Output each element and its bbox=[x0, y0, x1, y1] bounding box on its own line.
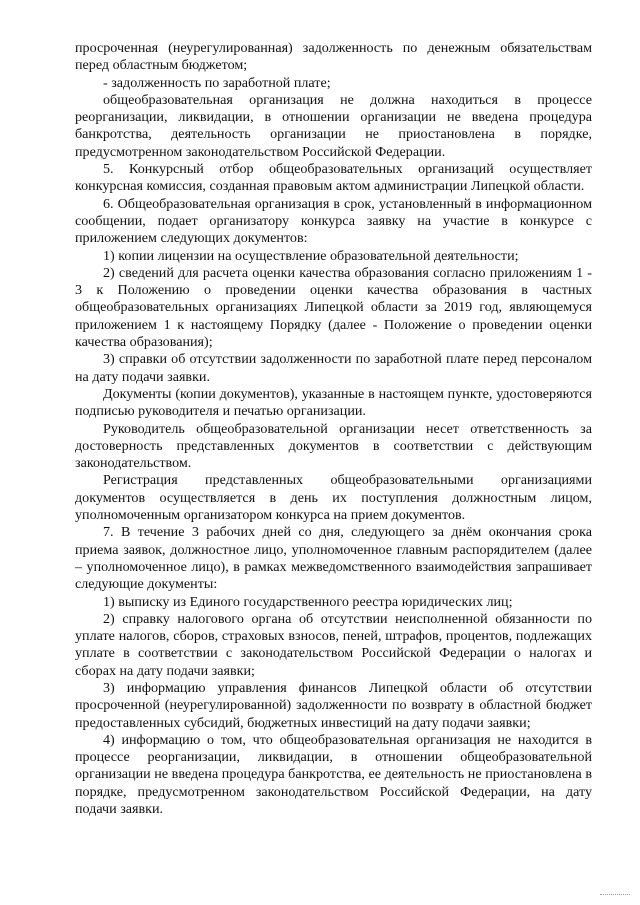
list-item-license: 1) копии лицензии на осуществление образовательной деятельности; bbox=[103, 247, 519, 264]
list-item-salary-certificate: 3) справки об отсутствии задолженности по заработной плате перед персоналом на дату подачи заявки. bbox=[75, 351, 592, 385]
list-item-finance-info: 3) информацию управления финансов Липецкой области об отсутствии просроченной (неурегулированной) задолженности по возврату в областной бюджет предоставленных субсидий, бюджетных инвестиций на дату подачи заявки; bbox=[75, 679, 592, 731]
paragraph-documents-certified: Документы (копии документов), указанные в настоящем пункте, удостоверяются подписью руководителя и печатью организации. bbox=[75, 385, 592, 420]
paragraph-reorganization: общеобразовательная организация не должна находиться в процессе реорганизации, ликвидации, в отношении организации не введена процедура банкротства, деятельность организации не приостановлена в порядке, предусмотренном законодательством Российской Федерации. bbox=[75, 91, 592, 160]
paragraph-overdue-debt: просроченная (неурегулированная) задолженность по денежным обязательствам перед областным бюджетом; bbox=[75, 40, 592, 74]
document-page bbox=[75, 40, 592, 818]
paragraph-head-responsibility: Руководитель общеобразовательной организации несет ответственность за достоверность представленных документов в соответствии с действующим законодательством. bbox=[75, 420, 592, 472]
paragraph-section-6: 6. Общеобразовательная организация в срок, установленный в информационном сообщении, подает организатору конкурса заявку на участие в конкурсе с приложением следующих документов: bbox=[75, 195, 592, 247]
list-item-reorganization-info: 4) информацию о том, что общеобразовательная организация не находится в процессе реорганизации, ликвидации, в отношении общеобразовательной организации не введена процедура банкротства, ее деятельность не приостановлена в порядке, предусмотренном законодательством Российской Федерации, на дату подачи заявки. bbox=[75, 731, 592, 818]
paragraph-registration: Регистрация представленных общеобразовательными организациями документов осуществляется в день их поступления должностным лицом, уполномоченным организатором конкурса на прием документов. bbox=[75, 472, 592, 524]
scan-artifact bbox=[600, 894, 630, 899]
list-item-quality-data: 2) сведений для расчета оценки качества образования согласно приложениям 1 - 3 к Положению о проведении оценки качества образования в частных общеобразовательных организациях Липецкой области за 2019 год, являющемуся приложением 1 к настоящему Порядку (далее - Положение о проведении оценки качества образования); bbox=[75, 264, 592, 351]
paragraph-section-5: 5. Конкурсный отбор общеобразовательных организаций осуществляет конкурсная комиссия, созданная правовым актом администрации Липецкой области. bbox=[75, 161, 592, 195]
paragraph-section-7: 7. В течение 3 рабочих дней со дня, следующего за днём окончания срока приема заявок, должностное лицо, уполномоченное главным распорядителем (далее – уполномоченное лицо), в рамках межведомственного взаимодействия запрашивает следующие документы: bbox=[75, 524, 592, 593]
list-item-tax-certificate: 2) справку налогового органа об отсутствии неисполненной обязанности по уплате налогов, сборов, страховых взносов, пеней, штрафов, процентов, подлежащих уплате в соответствии с законодательством Российской Федерации о налогах и сборах на дату подачи заявки; bbox=[75, 610, 592, 679]
paragraph-salary-debt: - задолженность по заработной плате; bbox=[103, 74, 331, 91]
list-item-registry-extract: 1) выписку из Единого государственного реестра юридических лиц; bbox=[103, 593, 513, 610]
